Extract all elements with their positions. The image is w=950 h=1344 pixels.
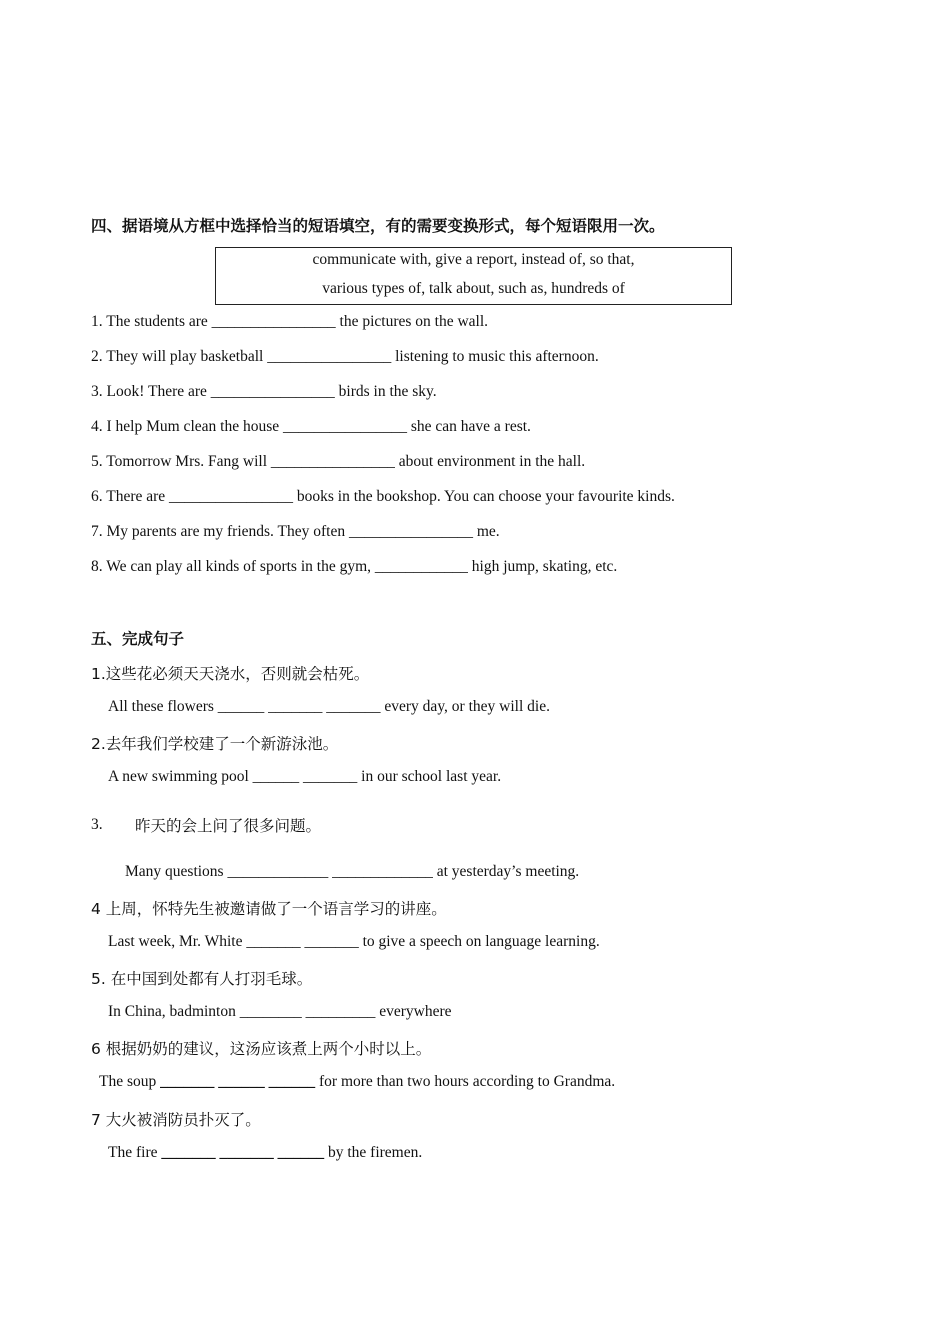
q4-answer: Last week, Mr. White _______ _______ to give a speech on language learning. — [108, 933, 600, 950]
fill-item-5: 5. Tomorrow Mrs. Fang will ________________ about environment in the hall. — [91, 453, 586, 470]
phrase-box-line-2: various types of, talk about, such as, hundreds of — [322, 280, 625, 297]
q6-prompt: 6 根据奶奶的建议，这汤应该煮上两个小时以上。 — [91, 1040, 432, 1058]
fill-item-1: 1. The students are ________________ the pictures on the wall. — [91, 313, 489, 330]
q6-answer — [99, 1073, 615, 1091]
q1-answer: All these flowers ______ _______ _______ every day, or they will die. — [108, 698, 550, 715]
fill-item-3: 3. Look! There are ________________ birds in the sky. — [91, 383, 437, 400]
section-4-heading: 四、据语境从方框中选择恰当的短语填空，有的需要变换形式，每个短语限用一次。 — [91, 217, 665, 235]
q6-answer-tail: for more than two hours according to Grandma. — [315, 1073, 616, 1090]
q6-answer-lead: The soup — [99, 1073, 161, 1090]
q2-answer: A new swimming pool ______ _______ in our school last year. — [108, 768, 502, 785]
q5-prompt: 5. 在中国到处都有人打羽毛球。 — [91, 970, 313, 988]
q4-prompt: 4 上周，怀特先生被邀请做了一个语言学习的讲座。 — [91, 900, 447, 918]
fill-item-6: 6. There are ________________ books in the bookshop. You can choose your favourite kinds. — [91, 488, 675, 505]
q7-answer-lead: The fire — [108, 1144, 162, 1161]
fill-item-4: 4. I help Mum clean the house ________________ she can have a rest. — [91, 418, 531, 435]
fill-item-8: 8. We can play all kinds of sports in the gym, ____________ high jump, skating, etc. — [91, 558, 618, 575]
phrase-box — [215, 247, 732, 305]
q3-number: 3. — [91, 816, 103, 833]
q3-prompt: 昨天的会上问了很多问题。 — [135, 817, 322, 835]
q7-answer-blanks: _______ _______ ______ — [161, 1144, 325, 1161]
q6-answer-blanks: _______ ______ ______ — [160, 1073, 316, 1090]
q7-prompt: 7 大火被消防员扑灭了。 — [91, 1111, 261, 1129]
q7-answer-tail: by the firemen. — [324, 1144, 423, 1161]
q2-prompt: 2.去年我们学校建了一个新游泳池。 — [91, 735, 339, 753]
q3-answer: Many questions _____________ _____________ at yesterday’s meeting. — [125, 863, 580, 880]
q5-answer: In China, badminton ________ _________ everywhere — [108, 1003, 452, 1020]
phrase-box-line-1: communicate with, give a report, instead of, so that, — [312, 251, 635, 268]
q1-prompt: 1.这些花必须天天浇水，否则就会枯死。 — [91, 665, 370, 683]
q7-answer — [108, 1144, 422, 1162]
fill-item-2: 2. They will play basketball ________________ listening to music this afternoon. — [91, 348, 599, 365]
fill-item-7: 7. My parents are my friends. They often ________________ me. — [91, 523, 500, 540]
section-5-heading: 五、完成句子 — [91, 630, 185, 648]
